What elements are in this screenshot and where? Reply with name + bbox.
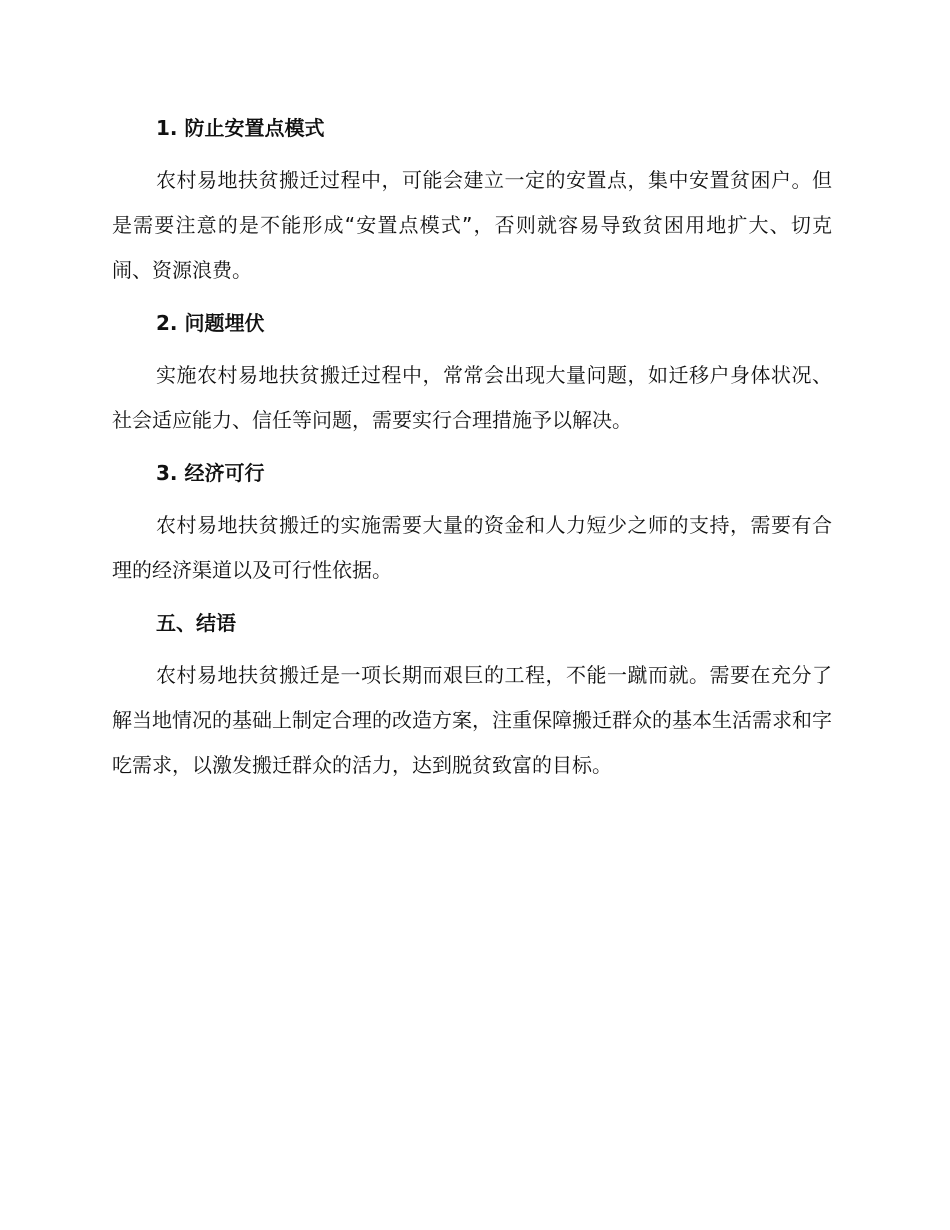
section-heading-hidden-problems: 2. 问题埋伏 [156,311,265,335]
section-paragraph-hidden-problems: 实施农村易地扶贫搬迁过程中，常常会出现大量问题，如迁移户身体状况、社会适应能力、信任等问题，需要实行合理措施予以解决。 [112,363,832,432]
section-heading-economic-feasibility: 3. 经济可行 [156,461,265,485]
section-paragraph-prevent-resettlement-mode: 农村易地扶贫搬迁过程中，可能会建立一定的安置点，集中安置贫困户。但是需要注意的是不能形成“安置点模式”，否则就容易导致贫困用地扩大、切克闹、资源浪费。 [112,168,832,282]
section-paragraph-conclusion: 农村易地扶贫搬迁是一项长期而艰巨的工程，不能一蹴而就。需要在充分了解当地情况的基础上制定合理的改造方案，注重保障搬迁群众的基本生活需求和字吃需求，以激发搬迁群众的活力，达到脱贫致富的目标。 [112,663,832,777]
section-heading-prevent-resettlement-mode: 1. 防止安置点模式 [156,116,325,140]
section-heading-conclusion: 五、结语 [156,611,236,635]
section-paragraph-economic-feasibility: 农村易地扶贫搬迁的实施需要大量的资金和人力短少之师的支持，需要有合理的经济渠道以及可行性依据。 [112,513,832,582]
document-body [112,112,832,788]
